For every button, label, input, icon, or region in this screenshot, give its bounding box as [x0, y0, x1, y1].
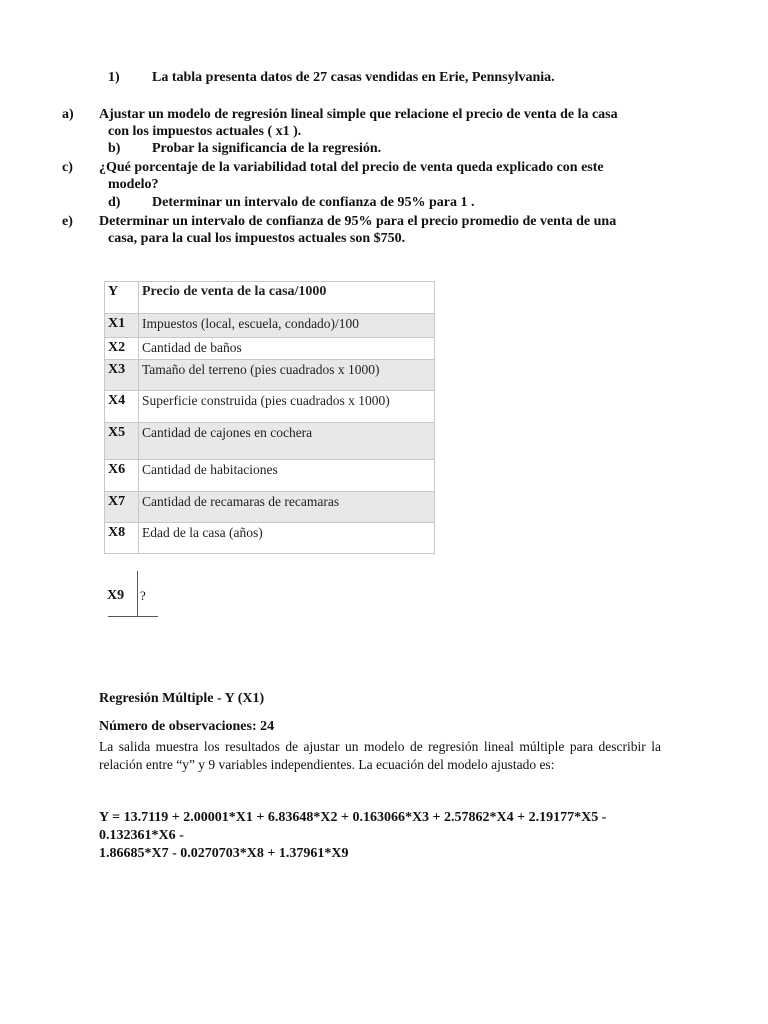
equation-line-3: 1.86685*X7 - 0.0270703*X8 + 1.37961*X9	[99, 846, 349, 861]
table-row	[105, 314, 435, 338]
item-d-label: d)	[108, 195, 121, 210]
item-e-label: e)	[62, 214, 73, 229]
item-b-text: Probar la significancia de la regresión.	[152, 141, 382, 156]
table-row	[105, 492, 435, 523]
equation-line-2: 0.132361*X6 -	[99, 828, 184, 843]
var-code: Y	[105, 282, 139, 314]
var-code: X5	[105, 423, 139, 460]
var-desc: Tamaño del terreno (pies cuadrados x 1000)	[139, 360, 435, 391]
var-code: X1	[105, 314, 139, 338]
observations-count: Número de observaciones: 24	[99, 719, 275, 734]
equation-line-1: Y = 13.7119 + 2.00001*X1 + 6.83648*X2 + 0.163066*X3 + 2.57862*X4 + 2.19177*X5 -	[99, 810, 607, 825]
item-a-line-1: Ajustar un modelo de regresión lineal simple que relacione el precio de venta de la casa	[99, 107, 618, 122]
table-row	[105, 338, 435, 360]
table-row	[105, 360, 435, 391]
item-c-line-1: ¿Qué porcentaje de la variabilidad total del precio de venta queda explicado con este	[99, 160, 604, 175]
x9-code: X9	[107, 588, 125, 603]
item-a-label: a)	[62, 107, 74, 122]
x9-vertical-divider	[137, 571, 138, 617]
var-desc: Cantidad de habitaciones	[139, 460, 435, 492]
var-desc: Precio de venta de la casa/1000	[139, 282, 435, 314]
item-a-line-2: con los impuestos actuales ( x1 ).	[108, 124, 302, 139]
regression-title: Regresión Múltiple - Y (X1)	[99, 691, 265, 706]
var-code: X8	[105, 523, 139, 554]
table-row	[105, 391, 435, 423]
item-c-label: c)	[62, 160, 73, 175]
variables-table	[104, 281, 435, 554]
item-e-line-1: Determinar un intervalo de confianza de 95% para el precio promedio de venta de una	[99, 214, 617, 229]
question-1-text: La tabla presenta datos de 27 casas vendidas en Erie, Pennsylvania.	[152, 70, 555, 85]
item-e-line-2: casa, para la cual los impuestos actuales son $750.	[108, 231, 406, 246]
var-code: X3	[105, 360, 139, 391]
table-row	[105, 460, 435, 492]
var-desc: Impuestos (local, escuela, condado)/100	[139, 314, 435, 338]
regression-description: La salida muestra los resultados de ajustar un modelo de regresión lineal múltiple para describir la relación entre “y” y 9 variables independientes. La ecuación del modelo ajustado es:	[99, 739, 661, 772]
item-b-label: b)	[108, 141, 121, 156]
var-desc: Edad de la casa (años)	[139, 523, 435, 554]
var-code: X2	[105, 338, 139, 360]
var-desc: Cantidad de cajones en cochera	[139, 423, 435, 460]
x9-desc: ?	[140, 588, 146, 603]
item-d-text: Determinar un intervalo de confianza de 95% para 1 .	[152, 195, 475, 210]
var-desc: Cantidad de baños	[139, 338, 435, 360]
item-c-line-2: modelo?	[108, 177, 159, 192]
table-row	[105, 523, 435, 554]
var-code: X7	[105, 492, 139, 523]
var-desc: Superficie construida (pies cuadrados x 1000)	[139, 391, 435, 423]
var-code: X4	[105, 391, 139, 423]
table-row	[105, 423, 435, 460]
var-desc: Cantidad de recamaras de recamaras	[139, 492, 435, 523]
var-code: X6	[105, 460, 139, 492]
question-1-number: 1)	[108, 70, 120, 85]
x9-bottom-divider	[108, 616, 158, 617]
table-row	[105, 282, 435, 314]
